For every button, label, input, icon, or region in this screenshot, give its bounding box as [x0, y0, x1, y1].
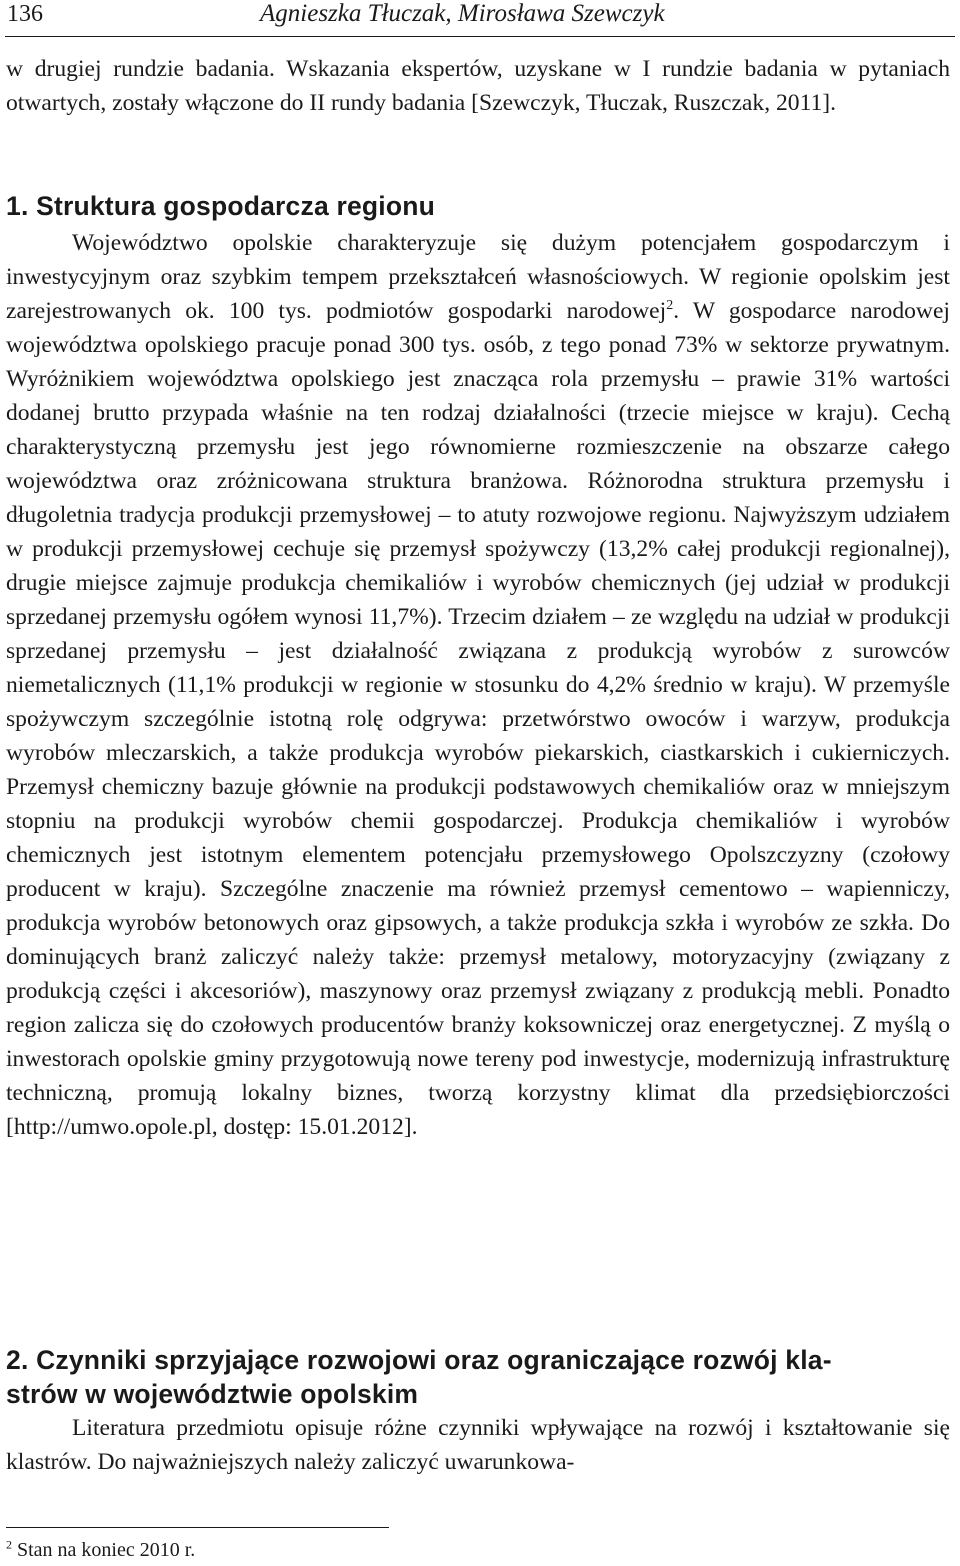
footnote-text: Stan na koniec 2010 r. — [12, 1539, 196, 1561]
section-1-paragraph — [6, 226, 950, 1144]
section-2-heading-line1: 2. Czynniki sprzyjające rozwojowi oraz ograniczające rozwój kla- — [6, 1345, 832, 1375]
running-head-authors: Agnieszka Tłuczak, Mirosława Szewczyk — [260, 0, 665, 27]
page-number: 136 — [7, 1, 43, 27]
section-1-text-part1: Województwo opolskie charakteryzuje się dużym potencjałem gospodarczym i inwestycyjnym oraz szybkim tempem przekształceń własnościowych. W regionie opolskim jest zarejestrowanych ok. 100 tys. podmiotów gospodarki narodowej — [6, 230, 950, 324]
section-2 — [6, 1343, 950, 1479]
footnote-separator — [6, 1527, 389, 1528]
page-header — [5, 0, 955, 37]
section-2-heading-line2: strów w województwie opolskim — [6, 1379, 419, 1409]
section-1-text-part2: . W gospodarce narodowej województwa opolskiego pracuje ponad 300 tys. osób, z tego ponad 73% w sektorze prywatnym. Wyróżnikiem województwa opolskiego jest znacząca rola przemysłu – prawie 31% wartości dodanej brutto przypada właśnie na ten rodzaj działalności (trzecie miejsce w kraju). Cechą charakterystyczną przemysłu jest jego równomierne rozmieszczenie na obszarze całego województwa oraz zróżnicowana struktura branżowa. Różnorodna struktura przemysłu i długoletnia tradycja produkcji przemysłowej – to atuty rozwojowe regionu. Najwyższym udziałem w produkcji przemysłowej cechuje się przemysł spożywczy (13,2% całej produkcji regionalnej), drugie miejsce zajmuje produkcja chemikaliów i wyrobów chemicznych (jej udział w produkcji sprzedanej przemysłu ogółem wynosi 11,7%). Trzecim działem – ze względu na udział w produkcji sprzedanej przemysłu – jest działalność związana z produkcją wyrobów z surowców niemetalicznych (11,1% produkcji w regionie w stosunku do 4,2% średnio w kraju). W przemyśle spożywczym szczególnie istotną rolę odgrywa: przetwórstwo owoców i warzyw, produkcja wyrobów mleczarskich, a także produkcja wyrobów piekarskich, ciastkarskich i cukierniczych. Przemysł chemiczny bazuje głównie na produkcji podstawowych chemikaliów oraz w mniejszym stopniu na produkcji wyrobów chemii gospodarczej. Produkcja chemikaliów i wyrobów chemicznych jest istotnym elementem potencjału przemysłowego Opolszczyzny (czołowy producent w kraju). Szczególne znaczenie ma również przemysł cementowo – wapienniczy, produkcja wyrobów betonowych oraz gipsowych, a także produkcja szkła i wyrobów ze szkła. Do dominujących branż zaliczyć należy także: przemysł metalowy, motoryzacyjny (związany z produkcją części i akcesoriów), maszynowy oraz przemysł związany z produkcją mebli. Ponadto region zalicza się do czołowych producentów branży koksowniczej oraz energetycznej. Z myślą o inwestorach opolskie gminy przygotowują nowe tereny pod inwestycje, modernizują infrastrukturę techniczną, promują lokalny biznes, tworzą korzystny klimat dla przedsiębiorczości [http://umwo.opole.pl, dostęp: 15.01.2012]. — [6, 298, 950, 1140]
footnote-number: 2 — [6, 1537, 12, 1552]
section-2-heading — [6, 1343, 950, 1411]
intro-block — [6, 52, 950, 120]
intro-paragraph: w drugiej rundzie badania. Wskazania ekspertów, uzyskane w I rundzie badania w pytaniach otwartych, zostały włączone do II rundy badania [Szewczyk, Tłuczak, Ruszczak, 2011]. — [6, 56, 950, 116]
footnote — [6, 1536, 195, 1564]
footnote-reference: 2 — [666, 298, 674, 314]
section-1 — [6, 188, 950, 1144]
section-1-heading: 1. Struktura gospodarcza regionu — [6, 191, 436, 221]
section-2-paragraph: Literatura przedmiotu opisuje różne czynniki wpływające na rozwój i kształtowanie się klastrów. Do najważniejszych należy zaliczyć uwarunkowa- — [6, 1415, 950, 1475]
